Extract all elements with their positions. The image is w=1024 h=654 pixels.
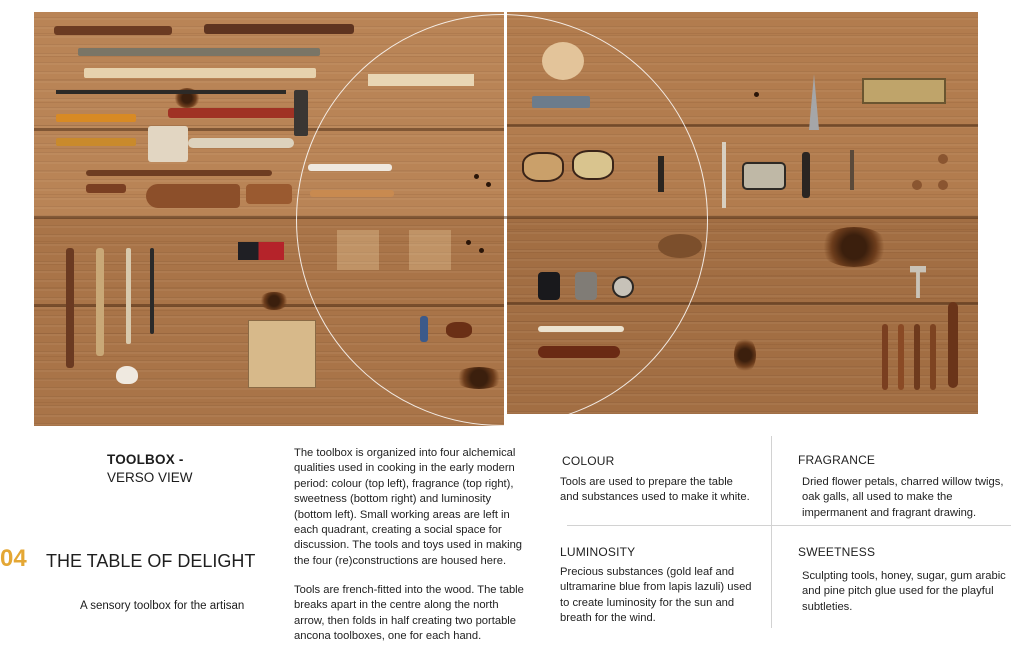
knife-tool (204, 24, 354, 34)
ink-pot (538, 272, 560, 300)
toolbox-photo (34, 12, 978, 426)
wooden-block-tool (86, 184, 126, 193)
paintbrush-handle (188, 138, 294, 148)
sweetness-line: and pine pitch glue used for the playful (802, 585, 994, 598)
quadrant-divider (771, 436, 772, 628)
fragrance-text (802, 475, 1024, 521)
round-tin (612, 276, 634, 298)
luminosity-text (560, 565, 770, 627)
hammer-head-icon (294, 90, 308, 136)
wooden-block-tool (146, 184, 240, 208)
board-seam (34, 128, 504, 131)
knife-tool (54, 26, 172, 35)
chisel-tool (56, 138, 136, 146)
scalpel-tool (66, 248, 74, 368)
working-area (409, 230, 451, 270)
glass-jar (522, 152, 564, 182)
wood-panel-bottom-right (507, 218, 978, 414)
wood-knot (819, 227, 889, 267)
fragrance-line: Dried flower petals, charred willow twigs, (802, 476, 1004, 488)
oak-gall (938, 154, 948, 164)
description-paragraph (294, 583, 544, 645)
luminosity-line: to create luminosity for the sun and (560, 596, 735, 609)
luminosity-line: ultramarine blue from lapis lazuli) used (560, 581, 752, 594)
view-subtitle: VERSO VIEW (107, 470, 193, 485)
description-line: qualities used in cooking in the early modern (294, 462, 515, 475)
paintbrush-icon (148, 126, 188, 162)
spindle-tool (310, 190, 394, 197)
wooden-stick-tool (368, 74, 474, 86)
description-paragraph (294, 446, 544, 569)
sculpting-tool (948, 302, 958, 388)
colour-line: Tools are used to prepare the table (560, 476, 733, 488)
sculpting-tool (930, 324, 936, 390)
colour-text (560, 475, 770, 506)
knife-tool (802, 152, 810, 198)
board-seam (34, 216, 978, 219)
glass-jar (572, 150, 614, 180)
fragrance-line: oak galls, all used to make the (802, 491, 953, 504)
metal-tin (742, 162, 786, 190)
luminosity-line: breath for the wind. (560, 612, 656, 625)
twig-tool (658, 156, 664, 192)
wood-hole (479, 248, 484, 253)
eraser-tool (238, 242, 284, 260)
pencil-tool (56, 90, 286, 94)
description-line: each quadrant, creating a social space for (294, 524, 502, 537)
view-title: TOOLBOX - (107, 452, 184, 467)
twig-tool (722, 142, 726, 208)
wood-knot (734, 337, 756, 373)
wooden-stick-tool (84, 68, 316, 78)
project-subtitle: A sensory toolbox for the artisan (80, 600, 245, 612)
sculpting-tool (914, 324, 920, 390)
scalpel-tool (96, 248, 104, 356)
hammer-handle (168, 108, 298, 118)
sculpting-tool (898, 324, 904, 390)
centre-split (504, 12, 507, 426)
fragrance-heading: FRAGRANCE (798, 453, 876, 467)
chisel-tool (56, 114, 136, 122)
tin-box (862, 78, 946, 104)
brush-tool (150, 248, 154, 334)
brush-tool (126, 248, 131, 344)
board-seam (507, 302, 978, 305)
white-stick-tool (538, 326, 624, 332)
sculpting-tool (882, 324, 888, 390)
colour-heading: COLOUR (562, 454, 615, 468)
wooden-block-tool (246, 184, 292, 204)
white-stick-tool (308, 164, 392, 171)
wooden-rod-tool (86, 170, 272, 176)
leaf-imprint (658, 234, 702, 258)
wood-hole (474, 174, 479, 179)
description-line: sweetness (bottom right) and luminosity (294, 493, 492, 506)
oak-gall (912, 180, 922, 190)
ruler-tool (78, 48, 320, 56)
description-line: the four (re)constructions are housed here. (294, 554, 507, 567)
spatula-tool (538, 346, 620, 358)
slate-bar (532, 96, 590, 108)
wood-knot (454, 367, 504, 389)
oak-gall (938, 180, 948, 190)
wooden-disc (542, 42, 584, 80)
description-line: arrow, then folds in half creating two portable (294, 614, 517, 627)
chalk-piece (116, 366, 138, 384)
colour-line: and substances used to make it white. (560, 491, 750, 504)
sweetness-heading: SWEETNESS (798, 545, 876, 559)
project-number: 04 (0, 545, 27, 572)
gilding-tile (248, 320, 316, 388)
wood-hole (466, 240, 471, 245)
description-line: ancona toolboxes, one for each hand. (294, 630, 482, 643)
quadrant-divider (567, 525, 1011, 526)
wood-hole (486, 182, 491, 187)
sweetness-text (802, 569, 1024, 615)
description-line: period: colour (top left), fragrance (top right), (294, 477, 514, 490)
twig-tool (850, 150, 854, 190)
description-line: The toolbox is organized into four alchemical (294, 447, 516, 459)
paint-bottle (420, 316, 428, 342)
description-line: Tools are french-fitted into the wood. The table (294, 584, 524, 596)
description-line: (bottom left). Small working areas are left in (294, 508, 510, 521)
working-area (337, 230, 379, 270)
project-title: THE TABLE OF DELIGHT (46, 551, 256, 571)
fragrance-line: impermanent and fragrant drawing. (802, 506, 977, 519)
sweetness-line: subtleties. (802, 600, 853, 613)
description-line: discussion. The tools and toys used in making (294, 539, 523, 552)
description-line: breaks apart in the centre along the north (294, 599, 499, 612)
wood-hole (754, 92, 759, 97)
ink-pot (575, 272, 597, 300)
sweetness-line: Sculpting tools, honey, sugar, gum arabic (802, 570, 1006, 582)
luminosity-heading: LUMINOSITY (560, 545, 636, 559)
board-seam (507, 124, 978, 127)
wood-knot (259, 292, 289, 310)
resin-lump (446, 322, 472, 338)
luminosity-line: Precious substances (gold leaf and (560, 566, 735, 578)
